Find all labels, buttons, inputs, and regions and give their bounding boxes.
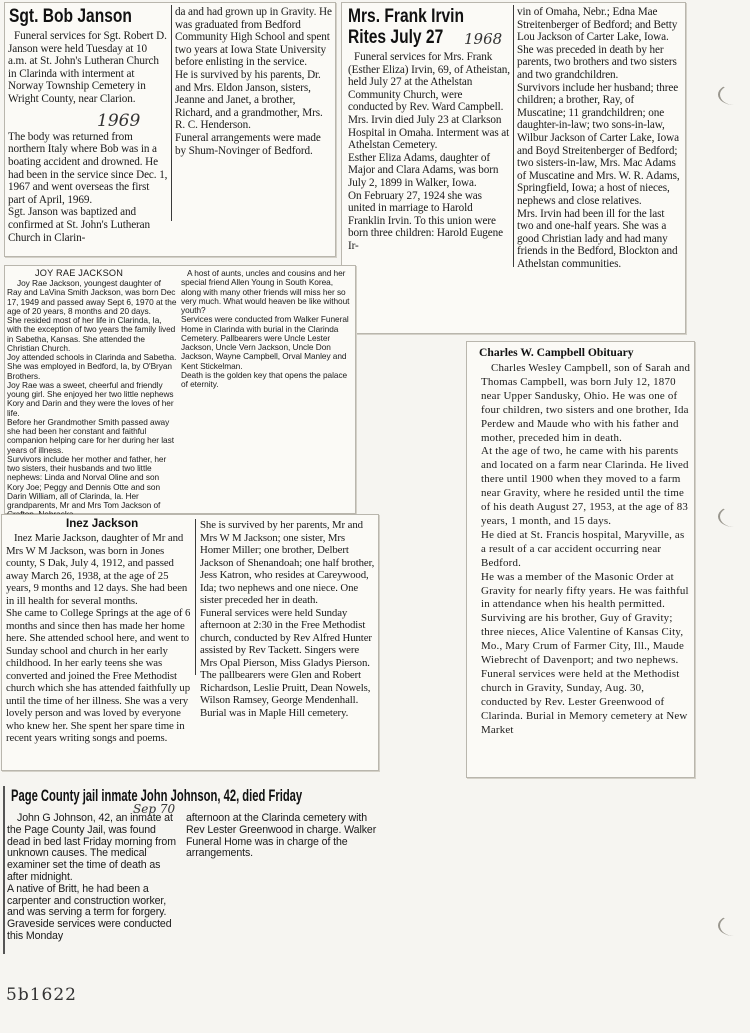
inez-col-2: She is survived by her parents, Mr and Mrs W M Jackson; one sister, Mrs Homer Miller; one brother, Delbert Jackson of Shenandoah; one half brother, Jess Katron, who resides at Careywood, Ida; two nephews and one niece. One sister preceded her in death. Funeral services were held Sunday afternoon at 2:30 in the Free Methodist church, conducted by Rev Alfred Hunter assisted by Rev Tackett. Singers were Mrs Opal Pierson, Miss Gladys Pierson. The pallbearers were Glen and Robert Richardson, Leslie Pruitt, Dean Nowels, Wilson Ramsey, George Mendenhall. Burial was in Maple Hill cemetery. [200, 519, 375, 719]
hole-punch-bottom [718, 915, 750, 936]
clipping-johnson [3, 786, 386, 956]
inez-column-rule [195, 519, 196, 675]
irvin-column-rule [513, 5, 514, 267]
irvin-handwritten-year: 1968 [464, 30, 503, 48]
janson-headline: Sgt. Bob Janson [9, 6, 132, 27]
irvin-headline-1: Mrs. Frank Irvin [348, 6, 465, 27]
campbell-body-col: Charles Wesley Campbell, son of Sarah and Thomas Campbell, was born July 12, 1870 near Upper Sandusky, Ohio. He was one of four children, two sisters and one brother, Ida Perdew and Maude who with his father and mother, preceded him in death. At the age of two, he came with his parents and located on a farm near Clarinda. He lived there until 1900 when they moved to a farm near Gravity, where he resided until the time of his death August 27, 1953, at the age of 83 years, 1 month, and 15 days. He died at St. Francis hospital, Maryville, as a result of a car accident occurring near Bedford. He was a member of the Masonic Order at Gravity for nearly fifty years. He was faithful in attendance when his health permitted. Surviving are his brother, Guy of Gravity; three nieces, Alice Valentine of Kansas City, Mo., Mary Crum of Farmer City, Ill., Maude Wiebrecht of Davenport; and two nephews. Funeral services were held at the Methodist church in Gravity, Sunday, Aug. 30, conducted by Rev. Lester Greenwood of Clarinda. Burial in Memory cemetery at New Market [481, 362, 691, 736]
joy-headline: JOY RAE JACKSON [35, 268, 124, 278]
janson-column-rule [171, 5, 172, 221]
janson-col-1: Funeral services for Sgt. Robert D. Janson were held Tuesday at 10 a.m. at St. John's Lutheran Church in Clarinda with interment at Norway Township Cemetery in Wright County, near Clarion. The body was returned from northern Italy where Bob was in a boating accident and drowned. He had been in the service since Dec. 1, 1967 and went overseas the first part of April, 1969. Sgt. Janson was baptized and confirmed at St. John's Lutheran Church in Clarin- [8, 30, 168, 244]
joy-col-1: Joy Rae Jackson, youngest daughter of Ray and LaVina Smith Jackson, was born Dec 17, 1949 and passed away Sept 6, 1970 at the age of 20 years, 8 months and 20 days. She resided most of her life in Clarinda, Ia, with the exception of two years the family lived in Sabetha, Kansas. She attended the Christian Church. Joy attended schools in Clarinda and Sabetha. She was employed in Bedford, Ia, by O'Bryan Brothers. Joy Rae was a sweet, cheerful and friendly young girl. She enjoyed her two little nephews Kory and Darin and they were the loves of her life. Before her Grandmother Smith passed away she had been her constant and faithful companion helping care for her during her last years of illness. Survivors include her mother and father, her two sisters, their husbands and two little nephews: Linda and Norval Oline and son Kory Joe; Peggy and Dennis Otte and son Darin William, all of Clarinda, Ia. Her grandparents, Mr and Mrs Tom Jackson of [7, 278, 177, 510]
inez-col-1: Inez Marie Jackson, daughter of Mr and Mrs W M Jackson, was born in Jones county, S Dak, July 4, 1912, and passed away March 26, 1938, at the age of 25 years, 9 months and 12 days. She had been in ill health for several months. She came to College Springs at the age of 6 months and since then has made her home here. She attended school here, and went to Sunday school and church in her early childhood. In her early teens she was converted and joined the Free Methodist church which she has attended faithfully up until the time of her illness. She was a very lovely person and was loved by everyone who knew her. She spent her spare time in recent years writing songs and poems. [6, 532, 191, 744]
irvin-col-2: vin of Omaha, Nebr.; Edna Mae Streitenberger of Bedford; and Betty Lou Jackson of Carter Lake, Iowa. She was preceded in death by her parents, two brothers and two sisters and two grandchildren. Survivors include her husband; three children; a brother, Ray, of Muscatine; 11 grandchildren; one daughter-in-law; two sons-in-law, Wilbur Jackson of Carter Lake, Iowa and Boyd Streitenberger of Bedford; two sisters-in-law, Mrs. Mac Adams of Muscatine and Mrs. W. R. Adams, Springfield, Iowa; a host of nieces, nephews and close relatives. Mrs. Irvin had been ill for the last two and one-half years. She was a good Christian lady and had many friends in the Bedford, Blockton and Athelstan communities. [517, 6, 680, 270]
clipping-joy-rae-jackson [5, 266, 355, 513]
hole-punch-middle [718, 506, 750, 527]
johnson-col-1: John G Johnson, 42, an inmate at the Page County Jail, was found dead in bed last Friday morning from unknown causes. The medical examiner set the time of death as after midnight. A native of Britt, he had been a carpenter and construction worker, and was serving a term for forgery. Graveside services were conducted this Monday [7, 812, 176, 942]
irvin-col-1: Funeral services for Mrs. Frank (Esther Eliza) Irvin, 69, of Atheistan, held July 27 at the Athelstan Community Church, were conducted by Rev. Ward Campbell. Mrs. Irvin died July 23 at Clarkson Hospital in Omaha. Interment was at Athelstan Cemetery. Esther Eliza Adams, daughter of Major and Clara Adams, was born July 2, 1899 in Walker, Iowa. On February 27, 1924 she was united in marriage to Harold Franklin Irvin. To this union were born three children: Harold Eugene Ir- [348, 51, 511, 252]
clipping-campbell [467, 342, 694, 777]
clipping-irvin [342, 3, 685, 333]
irvin-headline-2: Rites July 27 [348, 27, 444, 48]
inez-headline: Inez Jackson [66, 517, 139, 530]
hole-punch-top [718, 84, 750, 105]
campbell-headline: Charles W. Campbell Obituary [479, 346, 634, 359]
janson-handwritten-year: 1969 [97, 111, 141, 131]
johnson-headline: Page County jail inmate John Johnson, 42, died Friday [11, 787, 303, 805]
joy-col-2: A host of aunts, uncles and cousins and her special friend Allen Young in South Korea, along with many other friends will miss her so very much. What would heaven be like without youth? Services were conducted from Walker Funeral Home in Clarinda with burial in the Clarinda Cemetery. Pallbearers were Uncle Lester Jackson, Uncle Vern Jackson, Uncle Don Jackson, Wayne Campbell, Orval Manley and Kent Stickelman. Death is the golden key that opens the palace of eternity. [181, 268, 350, 389]
clipping-janson [5, 3, 335, 256]
page-id-handwritten: 5b1622 [6, 985, 77, 1005]
johnson-col-2: afternoon at the Clarinda cemetery with Rev Lester Greenwood in charge. Walker Funeral Home was in charge of the arrangements. [186, 812, 377, 860]
johnson-left-bar [3, 786, 5, 954]
clipping-inez-jackson [2, 515, 378, 770]
janson-col-2: da and had grown up in Gravity. He was graduated from Bedford Community High School and spent two years at Iowa State University before enlisting in the service. He is survived by his parents, Dr. and Mrs. Eldon Janson, sisters, Jeanne and Janet, a brother, Richard, and a grandmother, Mrs. R. C. Henderson. Funeral arrangements were made by Shum-Novinger of Bedford. [175, 6, 332, 157]
johnson-handwritten-date: Sep 70 [133, 802, 176, 816]
